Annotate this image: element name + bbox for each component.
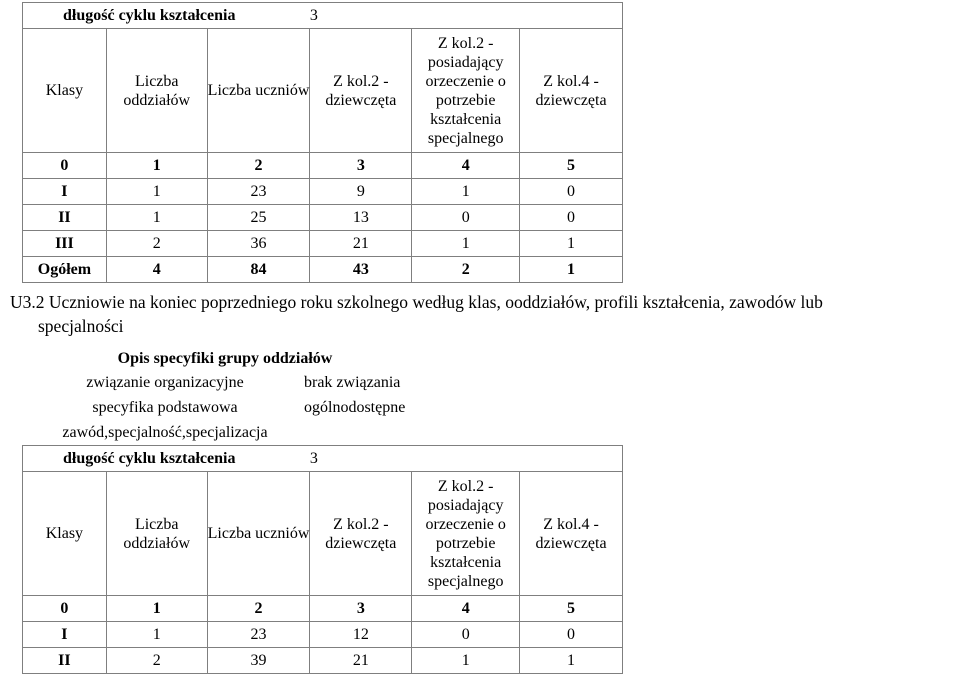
header-cell: Liczba uczniów xyxy=(207,472,310,596)
data-cell: 0 xyxy=(520,622,623,648)
total-label: Ogółem xyxy=(23,257,107,283)
header-cell: Liczba uczniów xyxy=(207,29,310,153)
column-number-row xyxy=(23,153,623,179)
data-cell: 39 xyxy=(207,648,310,674)
group-description-title: Opis specyfiki grupy oddziałów xyxy=(117,349,333,367)
table-row xyxy=(23,231,623,257)
data-cell: 21 xyxy=(310,231,412,257)
header-cell: Klasy xyxy=(23,472,107,596)
data-cell: 0 xyxy=(520,179,623,205)
data-cell: 21 xyxy=(310,648,412,674)
total-cell: 1 xyxy=(520,257,623,283)
total-cell: 4 xyxy=(106,257,207,283)
data-cell: 0 xyxy=(412,205,520,231)
column-number-row xyxy=(23,596,623,622)
data-cell: 1 xyxy=(106,622,207,648)
data-cell: 1 xyxy=(412,179,520,205)
group-description-table xyxy=(32,346,418,445)
data-cell: 9 xyxy=(310,179,412,205)
data-cell: 1 xyxy=(412,231,520,257)
cycle-length-value: 3 xyxy=(310,3,623,29)
data-cell: 2 xyxy=(106,648,207,674)
section-heading-line1: U3.2 Uczniowie na koniec poprzedniego roku szkolnego według klas, ooddziałów, profili kształcenia, zawodów lub xyxy=(10,292,823,312)
class-cell: III xyxy=(23,231,107,257)
table-row xyxy=(23,622,623,648)
class-cell: I xyxy=(23,179,107,205)
data-cell: 1 xyxy=(412,648,520,674)
cycle-length-value: 3 xyxy=(310,446,623,472)
section-heading xyxy=(10,290,960,338)
col-number: 4 xyxy=(412,596,520,622)
col-number: 2 xyxy=(207,153,310,179)
class-cell: II xyxy=(23,205,107,231)
cycle-length-row xyxy=(23,446,623,472)
org-binding-label: związanie organizacyjne xyxy=(86,374,244,391)
header-cell: Liczba oddziałów xyxy=(106,29,207,153)
header-cell: Z kol.2 - posiadający orzeczenie o potrzebie kształcenia specjalnego xyxy=(412,29,520,153)
col-number: 0 xyxy=(23,596,107,622)
profession-label: zawód,specjalność,specjalizacja xyxy=(62,424,268,441)
header-row xyxy=(23,29,623,153)
data-cell: 23 xyxy=(207,622,310,648)
header-cell: Z kol.2 - posiadający orzeczenie o potrzebie kształcenia specjalnego xyxy=(412,472,520,596)
data-cell: 1 xyxy=(106,179,207,205)
col-number: 0 xyxy=(23,153,107,179)
table-row xyxy=(23,205,623,231)
section-heading-line2: specjalności xyxy=(38,316,124,336)
class-cell: I xyxy=(23,622,107,648)
col-number: 1 xyxy=(106,153,207,179)
col-number: 1 xyxy=(106,596,207,622)
cycle-length-label: długość cyklu kształcenia xyxy=(23,446,310,472)
profession-value xyxy=(298,420,418,445)
data-cell: 0 xyxy=(520,205,623,231)
data-cell: 0 xyxy=(412,622,520,648)
data-cell: 2 xyxy=(106,231,207,257)
total-row xyxy=(23,257,623,283)
class-cell: II xyxy=(23,648,107,674)
data-cell: 36 xyxy=(207,231,310,257)
col-number: 5 xyxy=(520,153,623,179)
header-cell: Z kol.2 - dziewczęta xyxy=(310,472,412,596)
total-cell: 43 xyxy=(310,257,412,283)
data-cell: 1 xyxy=(520,648,623,674)
data-cell: 13 xyxy=(310,205,412,231)
col-number: 3 xyxy=(310,596,412,622)
data-cell: 1 xyxy=(106,205,207,231)
table-row xyxy=(23,179,623,205)
total-cell: 2 xyxy=(412,257,520,283)
org-binding-value: brak związania xyxy=(304,374,401,391)
basic-specificity-label: specyfika podstawowa xyxy=(92,399,238,416)
cycle-length-label: długość cyklu kształcenia xyxy=(23,3,310,29)
col-number: 4 xyxy=(412,153,520,179)
data-cell: 23 xyxy=(207,179,310,205)
header-cell: Z kol.4 - dziewczęta xyxy=(520,29,623,153)
data-cell: 1 xyxy=(520,231,623,257)
header-cell: Klasy xyxy=(23,29,107,153)
cycle-length-row xyxy=(23,3,623,29)
basic-specificity-value: ogólnodostępne xyxy=(304,399,406,416)
header-cell: Z kol.2 - dziewczęta xyxy=(310,29,412,153)
top-class-table xyxy=(22,2,623,283)
col-number: 2 xyxy=(207,596,310,622)
data-cell: 12 xyxy=(310,622,412,648)
header-cell: Liczba oddziałów xyxy=(106,472,207,596)
col-number: 3 xyxy=(310,153,412,179)
header-row xyxy=(23,472,623,596)
bottom-class-table xyxy=(22,445,623,674)
col-number: 5 xyxy=(520,596,623,622)
total-cell: 84 xyxy=(207,257,310,283)
data-cell: 25 xyxy=(207,205,310,231)
header-cell: Z kol.4 - dziewczęta xyxy=(520,472,623,596)
